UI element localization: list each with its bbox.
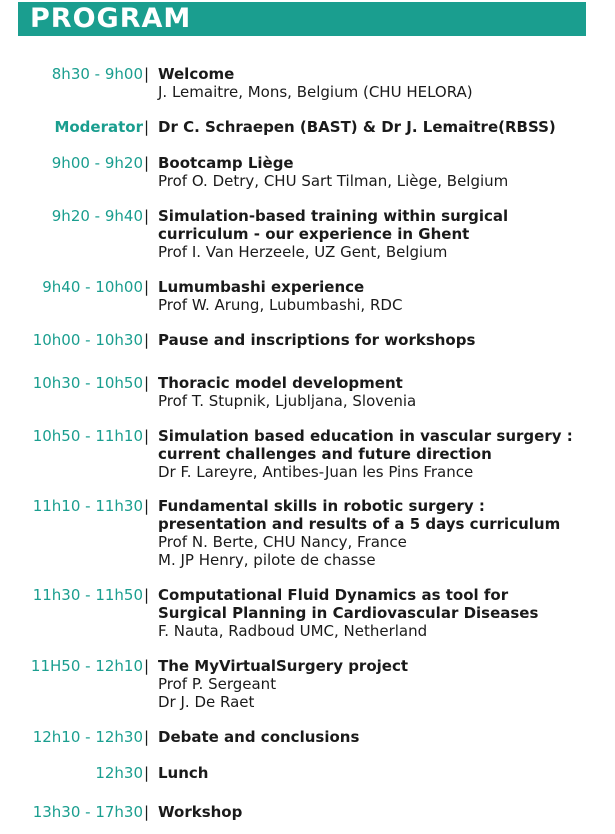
separator: |: [144, 657, 150, 675]
separator: |: [144, 278, 150, 296]
session: [158, 154, 608, 190]
separator: |: [144, 586, 150, 604]
time-slot: 13h30 - 17h30: [32, 803, 143, 821]
session: [158, 497, 608, 569]
moderator-label: Moderator: [54, 118, 143, 136]
page-title: PROGRAM: [30, 3, 192, 34]
time-slot: 11h10 - 11h30: [32, 497, 143, 515]
speaker: M. JP Henry, pilote de chasse: [158, 551, 376, 569]
session: [158, 427, 608, 481]
session-title: Debate and conclusions: [158, 728, 360, 746]
separator: |: [144, 764, 150, 782]
session: [158, 586, 608, 640]
session: [158, 374, 608, 410]
speaker: Prof I. Van Herzeele, UZ Gent, Belgium: [158, 243, 448, 261]
speaker: Dr J. De Raet: [158, 693, 255, 711]
session: [158, 803, 608, 821]
time-slot: 11h30 - 11h50: [32, 586, 143, 604]
speaker: Prof O. Detry, CHU Sart Tilman, Liège, Belgium: [158, 172, 509, 190]
speaker: F. Nauta, Radboud UMC, Netherland: [158, 622, 428, 640]
session-title: Bootcamp Liège: [158, 154, 294, 172]
time-slot: 10h00 - 10h30: [32, 331, 143, 349]
time-slot: 8h30 - 9h00: [51, 65, 143, 83]
session: [158, 331, 608, 349]
session: [158, 657, 608, 711]
time-slot: 9h00 - 9h20: [51, 154, 143, 172]
session-title: The MyVirtualSurgery project: [158, 657, 409, 675]
session: [158, 207, 608, 261]
time-slot: 12h30: [95, 764, 143, 782]
separator: |: [144, 207, 150, 225]
time-slot: 9h20 - 9h40: [51, 207, 143, 225]
session-title: Pause and inscriptions for workshops: [158, 331, 476, 349]
session: [158, 728, 608, 746]
separator: |: [144, 728, 150, 746]
time-slot: 12h10 - 12h30: [32, 728, 143, 746]
separator: |: [144, 374, 150, 392]
session-title: Workshop: [158, 803, 243, 821]
session-title: Simulation based education in vascular surgery : current challenges and future direction: [158, 427, 573, 463]
session-title: Lunch: [158, 764, 209, 782]
speaker: Prof P. Sergeant: [158, 675, 277, 693]
speaker: Prof W. Arung, Lubumbashi, RDC: [158, 296, 403, 314]
separator: |: [144, 118, 150, 136]
speaker: Dr F. Lareyre, Antibes-Juan les Pins France: [158, 463, 474, 481]
separator: |: [144, 497, 150, 515]
separator: |: [144, 65, 150, 83]
session-title: Computational Fluid Dynamics as tool for Surgical Planning in Cardiovascular Diseases: [158, 586, 539, 622]
session: [158, 65, 608, 101]
speaker: J. Lemaitre, Mons, Belgium (CHU HELORA): [158, 83, 473, 101]
separator: |: [144, 154, 150, 172]
session: [158, 278, 608, 314]
separator: |: [144, 331, 150, 349]
session: [158, 764, 608, 782]
session-title: Simulation-based training within surgical curriculum - our experience in Ghent: [158, 207, 509, 243]
time-slot: 10h50 - 11h10: [32, 427, 143, 445]
program-banner: [18, 2, 586, 36]
moderator-names: Dr C. Schraepen (BAST) & Dr J. Lemaitre(RBSS): [158, 118, 556, 136]
session: [158, 118, 608, 136]
session-title: Thoracic model development: [158, 374, 403, 392]
separator: |: [144, 803, 150, 821]
session-title: Fundamental skills in robotic surgery : presentation and results of a 5 days curriculum: [158, 497, 561, 533]
time-slot: 9h40 - 10h00: [42, 278, 143, 296]
time-slot: 10h30 - 10h50: [32, 374, 143, 392]
session-title: Welcome: [158, 65, 235, 83]
speaker: Prof T. Stupnik, Ljubljana, Slovenia: [158, 392, 417, 410]
session-title: Lumumbashi experience: [158, 278, 365, 296]
time-slot: 11H50 - 12h10: [30, 657, 143, 675]
separator: |: [144, 427, 150, 445]
speaker: Prof N. Berte, CHU Nancy, France: [158, 533, 407, 551]
